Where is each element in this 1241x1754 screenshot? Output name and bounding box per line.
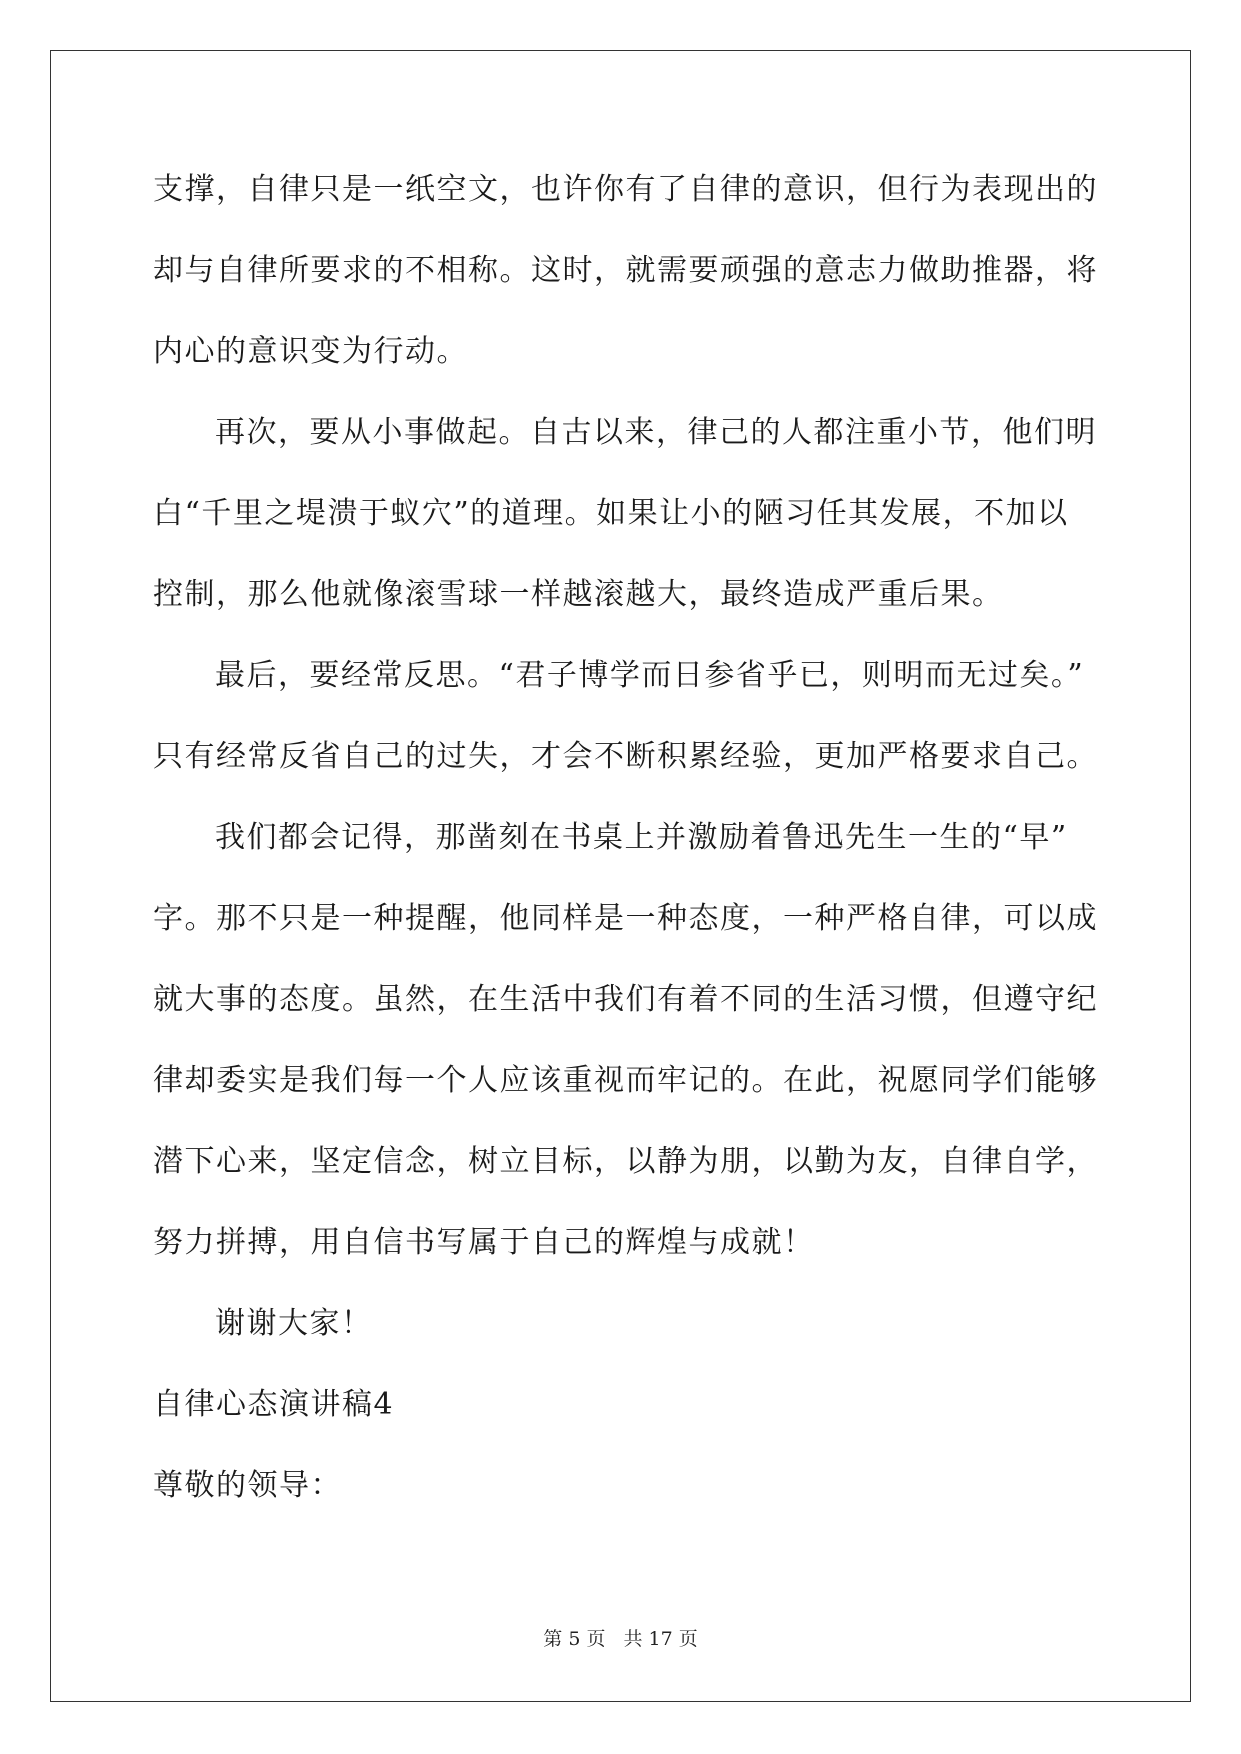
body-line: 律却委实是我们每一个人应该重视而牢记的。在此，祝愿同学们能够 xyxy=(153,1063,1098,1098)
body-line: 内心的意识变为行动。 xyxy=(153,334,468,369)
paragraph-start-line: 再次，要从小事做起。自古以来，律己的人都注重小节，他们明 xyxy=(215,415,1097,450)
body-line: 字。那不只是一种提醒，他同样是一种态度，一种严格自律，可以成 xyxy=(153,901,1098,936)
body-line: 白“千里之堤溃于蚁穴”的道理。如果让小的陋习任其发展，不加以 xyxy=(153,496,1069,531)
body-line: 只有经常反省自己的过失，才会不断积累经验，更加严格要求自己。 xyxy=(153,739,1098,774)
paragraph-start-line: 我们都会记得，那凿刻在书桌上并激励着鲁迅先生一生的“早” xyxy=(215,820,1068,855)
body-line: 努力拼搏，用自信书写属于自己的辉煌与成就！ xyxy=(153,1225,815,1260)
body-line: 控制，那么他就像滚雪球一样越滚越大，最终造成严重后果。 xyxy=(153,577,1004,612)
page-footer xyxy=(0,1624,1241,1651)
section-heading: 自律心态演讲稿4 xyxy=(153,1387,395,1422)
body-line: 却与自律所要求的不相称。这时，就需要顽强的意志力做助推器，将 xyxy=(153,253,1098,288)
salutation-line: 尊敬的领导： xyxy=(153,1468,342,1503)
page-border xyxy=(50,50,1191,1702)
paragraph-start-line: 最后，要经常反思。“君子博学而日参省乎已，则明而无过矣。” xyxy=(215,658,1085,693)
closing-line: 谢谢大家！ xyxy=(215,1306,373,1341)
page-number: 第 5 页 xyxy=(543,1628,606,1650)
body-line: 就大事的态度。虽然，在生活中我们有着不同的生活习惯，但遵守纪 xyxy=(153,982,1098,1017)
page-total: 共 17 页 xyxy=(623,1628,698,1650)
body-line: 潜下心来，坚定信念，树立目标，以静为朋，以勤为友，自律自学， xyxy=(153,1144,1098,1179)
body-line: 支撑，自律只是一纸空文，也许你有了自律的意识，但行为表现出的 xyxy=(153,172,1098,207)
